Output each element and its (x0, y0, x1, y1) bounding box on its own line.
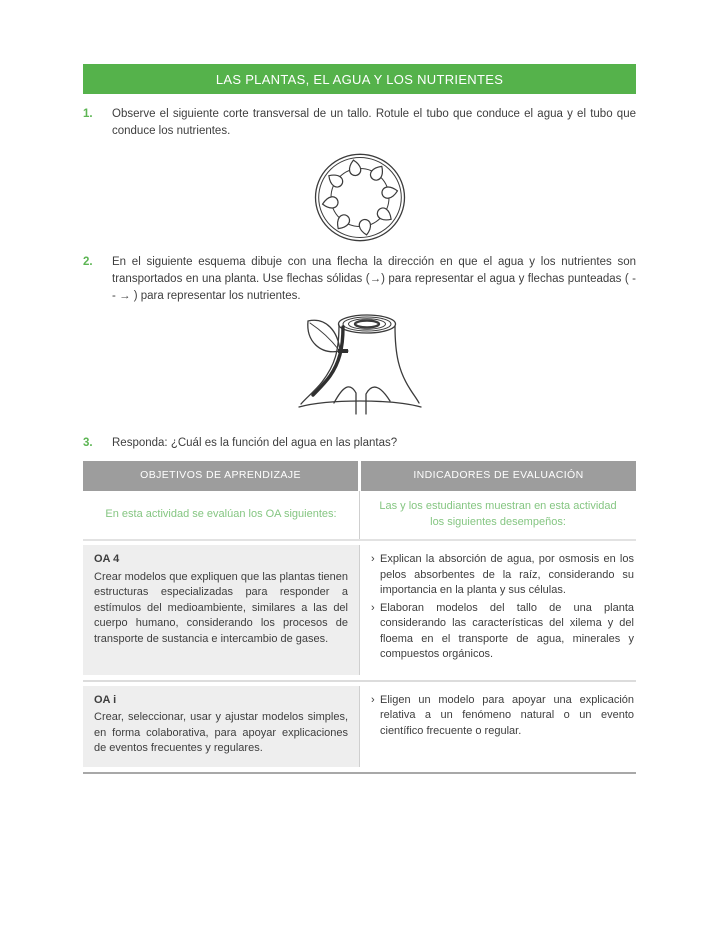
question-3-text: Responda: ¿Cuál es la función del agua en las plantas? (112, 437, 398, 449)
oai-cell (83, 686, 360, 767)
question-2-text: En el siguiente esquema dibuje con una flecha la dirección en que el agua y los nutrientes son transportados en una planta. Use flechas sólidas (→) para representar el agua y flechas punteadas ( - - → ) para representar los nutrientes. (112, 256, 636, 302)
question-2-number: 2. (83, 256, 93, 268)
oai-indicator-list (371, 693, 634, 740)
bullet-glyph: › (371, 601, 375, 614)
header-objetivos: OBJETIVOS DE APRENDIZAJE (140, 469, 301, 482)
bullet-glyph: › (371, 553, 375, 565)
indicator-text: Explican la absorción de agua, por osmosis en los pelos absorbentes de la raíz, considerando su importancia en la planta y sus células. (380, 553, 634, 596)
worksheet-title: LAS PLANTAS, EL AGUA Y LOS NUTRIENTES (215, 71, 504, 87)
indicator-item (371, 693, 634, 740)
table-row-oa4 (83, 541, 636, 682)
oa4-cell (83, 545, 360, 675)
indicator-item (371, 601, 634, 663)
oa4-indicators-cell (360, 545, 636, 675)
plant-stem-illustration (296, 311, 424, 425)
subheader-objetivos: En esta actividad se evalúan los OA siguientes: (105, 507, 337, 520)
indicator-text: Elaboran modelos del tallo de una planta considerando las características del xilema y del floema en el transporte de agua, minerales y compuestos orgánicos. (380, 601, 634, 660)
question-1-number: 1. (83, 108, 93, 120)
figure-plant-stem (83, 311, 636, 425)
subheader-indicadores: Las y los estudiantes muestran en esta actividad los siguientes desempeños: (379, 500, 617, 528)
oa4-text: Crear modelos que expliquen que las plantas tienen estructuras especializadas para responder a estímulos del medioambiente, similares a las del cuerpo humano, considerando los procesos de transporte de sustancia e intercambio de gases. (94, 570, 348, 645)
header-indicadores: INDICADORES DE EVALUACIÓN (413, 469, 584, 482)
table-header-row (83, 461, 636, 491)
question-1-text: Observe el siguiente corte transversal de un tallo. Rotule el tubo que conduce el agua y el tubo que conduce los nutrientes. (112, 108, 636, 137)
worksheet-page (83, 64, 636, 774)
oai-indicators-cell (360, 686, 636, 767)
question-2 (83, 254, 636, 305)
indicator-item (371, 552, 634, 599)
oa4-title: OA 4 (94, 553, 120, 565)
question-1 (83, 106, 636, 140)
worksheet-title-bar (83, 64, 636, 94)
oai-title: OA i (94, 693, 117, 706)
bullet-glyph: › (371, 693, 375, 706)
oai-text: Crear, seleccionar, usar y ajustar modelos simples, en forma colaborativa, para apoyar explicaciones de eventos frecuentes y regulares. (94, 711, 348, 754)
stem-cross-section-illustration (314, 153, 406, 242)
indicator-text: Eligen un modelo para apoyar una explicación relativa a un fenómeno natural o un evento científico frecuente o regular. (380, 693, 634, 737)
figure-stem-cross-section (83, 153, 636, 242)
table-subheader-row (83, 491, 636, 541)
question-3-number: 3. (83, 437, 93, 449)
oa4-indicator-list (371, 552, 634, 663)
vascular-bundles (321, 159, 398, 236)
question-3 (83, 435, 636, 452)
evaluation-table (83, 461, 636, 774)
table-row-oai (83, 682, 636, 774)
